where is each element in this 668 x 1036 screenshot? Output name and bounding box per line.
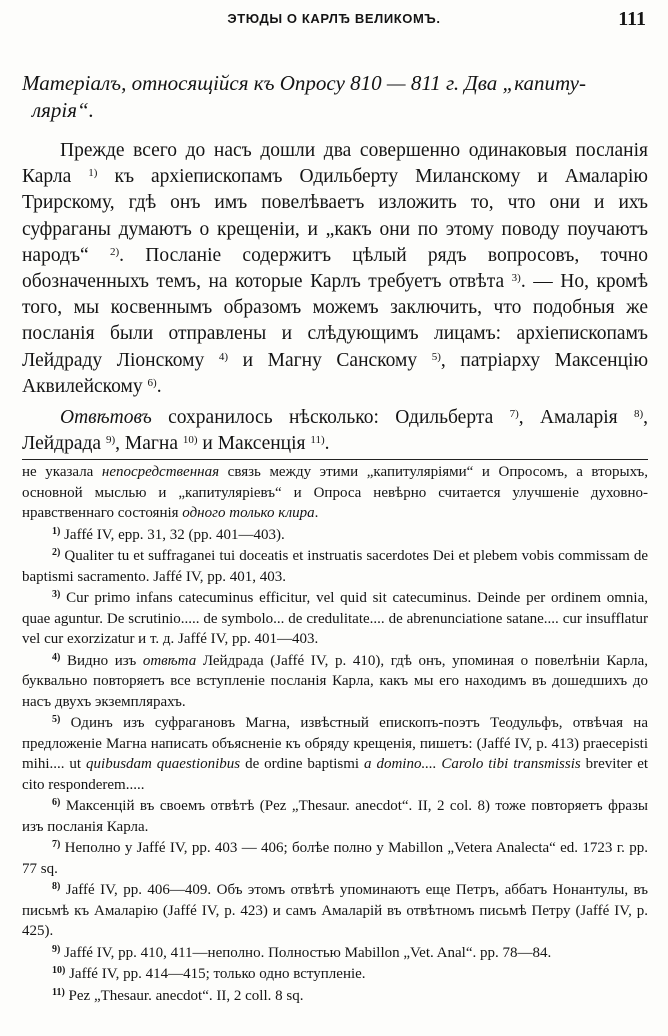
footnote-mark: 8) xyxy=(52,881,61,892)
footnote-ref: 3) xyxy=(511,272,521,285)
footnote-4 xyxy=(22,651,648,713)
section-heading xyxy=(22,70,648,124)
text-run: . xyxy=(314,505,319,521)
text-run: Одинъ изъ суфрагановъ Магна, извѣстный епископъ-поэтъ Теодульфъ, отвѣчая на предложеніе Магна написать объясненіе къ обряду крещенія, пишетъ: (Jaffé IV, p. 413) praecepisti mihi.... ut xyxy=(22,715,648,772)
footnote-mark: 10) xyxy=(52,965,66,976)
footnote-mark: 6) xyxy=(52,797,61,808)
section-heading-line-2: лярія“. xyxy=(32,98,94,122)
footnote-ref: 5) xyxy=(431,350,441,363)
footnote-text: Максенцій въ своемъ отвѣтѣ (Pez „Thesaur. anecdot“. II, 2 col. 8) тоже повторяетъ фразы изъ посланія Карла. xyxy=(22,798,649,835)
text-run: и Максенція xyxy=(202,433,306,455)
footnote-ref: 6) xyxy=(147,376,157,389)
footnote-7 xyxy=(22,838,648,879)
running-head xyxy=(0,8,668,34)
footnotes xyxy=(22,462,648,1007)
footnote-text: Jaffé IV, pp. 414—415; только одно вступленіе. xyxy=(69,966,366,982)
footnote-divider xyxy=(22,459,648,460)
text-run: Лейдрада (Jaffé IV, p. 410), гдѣ онъ, упоминая о повелѣніи Карла, буквально повторяетъ все вступленіе посланія Карла, какъ мы его находимъ въ дошедшихъ до насъ двухъ экземплярахъ. xyxy=(22,652,648,710)
text-run: . xyxy=(156,375,162,397)
main-text xyxy=(22,138,648,457)
footnote-mark: 11) xyxy=(52,986,65,998)
text-run: не указала xyxy=(22,464,94,480)
text-run: , Магна xyxy=(115,433,178,455)
text-run: . Посланіе содержитъ цѣлый рядъ вопросовъ, точно обозначенныхъ темъ, на которые Карлъ требуетъ отвѣта xyxy=(22,244,648,293)
footnote-ref: 10) xyxy=(182,434,198,447)
emphasis: непосредственная xyxy=(101,464,220,480)
footnote-text: Qualiter tu et suffraganei tui doceatis et instruatis sacerdotes Dei et plebem vobis commissam de baptismi sacramento. Jaffé IV, pp. 401, 403. xyxy=(22,548,649,585)
text-run: Видно изъ xyxy=(66,652,137,669)
footnote-5 xyxy=(22,713,648,795)
text-run: breviter et cito responderem..... xyxy=(22,756,649,793)
text-run: , Лейдрада xyxy=(22,407,649,455)
text-run: къ архіепископамъ Одильберту Миланскому и Амаларію Трирскому, гдѣ онъ имъ повелѣваетъ изложить то, что они и ихъ суфраганы думаютъ о крещеніи, и „какъ они по этому поводу поучаютъ народъ“ xyxy=(22,166,649,266)
text-run: . — Но, кромѣ того, мы косвеннымъ образомъ можемъ заключить, что подобныя же посланія были отправлены и слѣдующимъ лицамъ: архіепископамъ Лейдраду Ліонскому xyxy=(22,271,648,371)
running-title: ЭТЮДЫ О КАРЛЂ ВЕЛИКОМЪ. xyxy=(227,11,441,26)
footnote-continuation xyxy=(22,462,648,524)
text-run: и Магну Санскому xyxy=(242,349,418,371)
footnote-ref: 2) xyxy=(109,245,120,258)
text-run: сохранилось нѣсколько: Одильберта xyxy=(168,407,494,429)
emphasis: отвѣта xyxy=(142,652,197,669)
text-run: de ordine baptismi xyxy=(245,756,360,772)
text-run: . xyxy=(324,433,330,455)
footnote-ref: 11) xyxy=(310,434,325,447)
footnote-mark: 5) xyxy=(52,714,61,725)
footnote-6 xyxy=(22,796,648,837)
footnote-text: Cur primo infans catecuminus efficitur, vel quid sit catecuminus. Deinde per ordinem omnia, quae aguntur. De scrutinio..... de symbolo... de credulitate.... de abrenunciatione satane.... cur insufflatur vel cur exorzizatur и т. д. Jaffé IV, pp. 401—403. xyxy=(22,590,648,647)
footnote-mark: 9) xyxy=(52,943,61,955)
footnote-10 xyxy=(22,964,648,985)
footnote-mark: 7) xyxy=(52,839,61,850)
section-heading-line-1: Матеріалъ, относящійся къ Опросу 810 — 811 г. Два „капиту- xyxy=(22,71,586,95)
footnote-ref: 8) xyxy=(633,408,644,421)
footnote-text: Jaffé IV, pp. 410, 411—неполно. Полностью Mabillon „Vet. Anal“. pp. 78—84. xyxy=(64,944,552,961)
emphasis: Отвѣтовъ xyxy=(60,407,152,429)
paragraph-1 xyxy=(22,138,648,400)
emphasis: quibusdam quaestionibus xyxy=(86,756,241,772)
paragraph-2 xyxy=(22,405,648,457)
text-run: Прежде всего до насъ дошли два совершенно одинаковыя посланія Карла xyxy=(22,140,648,188)
footnote-mark: 3) xyxy=(52,589,61,600)
footnote-ref: 7) xyxy=(509,408,519,421)
footnote-ref: 4) xyxy=(218,350,228,363)
footnote-2 xyxy=(22,546,648,587)
footnote-text: Jaffé IV, epp. 31, 32 (pp. 401—403). xyxy=(64,526,285,543)
emphasis: a domino.... Carolo tibi transmissis xyxy=(364,756,581,772)
footnote-mark: 4) xyxy=(52,651,61,663)
footnote-9 xyxy=(22,943,648,964)
footnote-text: Jaffé IV, pp. 406—409. Объ этомъ отвѣтѣ упоминаютъ еще Петръ, аббатъ Нонантулы, въ письмѣ къ Амаларію (Jaffé IV, p. 423) и самъ Амаларій въ отвѣтномъ письмѣ Петру (Jaffé IV, p. 425). xyxy=(22,882,649,939)
footnote-mark: 2) xyxy=(52,547,61,558)
emphasis: одного только клира xyxy=(182,505,315,521)
footnote-3 xyxy=(22,588,648,650)
footnote-11 xyxy=(22,986,648,1007)
text-run: , патріарху Максенцію Аквилейскому xyxy=(22,349,649,397)
footnote-8 xyxy=(22,880,648,942)
footnote-text: Неполно у Jaffé IV, pp. 403 — 406; болѣе полно у Mabillon „Vetera Analecta“ ed. 1723 г. pp. 77 sq. xyxy=(22,840,648,877)
page-number: 111 xyxy=(618,8,646,30)
footnote-ref: 1) xyxy=(88,167,98,180)
footnote-ref: 9) xyxy=(105,434,116,447)
footnote-mark: 1) xyxy=(52,525,61,537)
text-run: , Амаларія xyxy=(518,407,618,429)
footnote-text: Pez „Thesaur. anecdot“. II, 2 coll. 8 sq. xyxy=(68,987,304,1004)
footnote-1 xyxy=(22,525,648,546)
text-run: связь между этими „капитуляріями“ и Опросомъ, а вторыхъ, основной мыслью и „капитуляріевъ“ и Опроса невѣрно считается улучшеніе духовно-нравственнаго состоянія xyxy=(22,464,649,521)
